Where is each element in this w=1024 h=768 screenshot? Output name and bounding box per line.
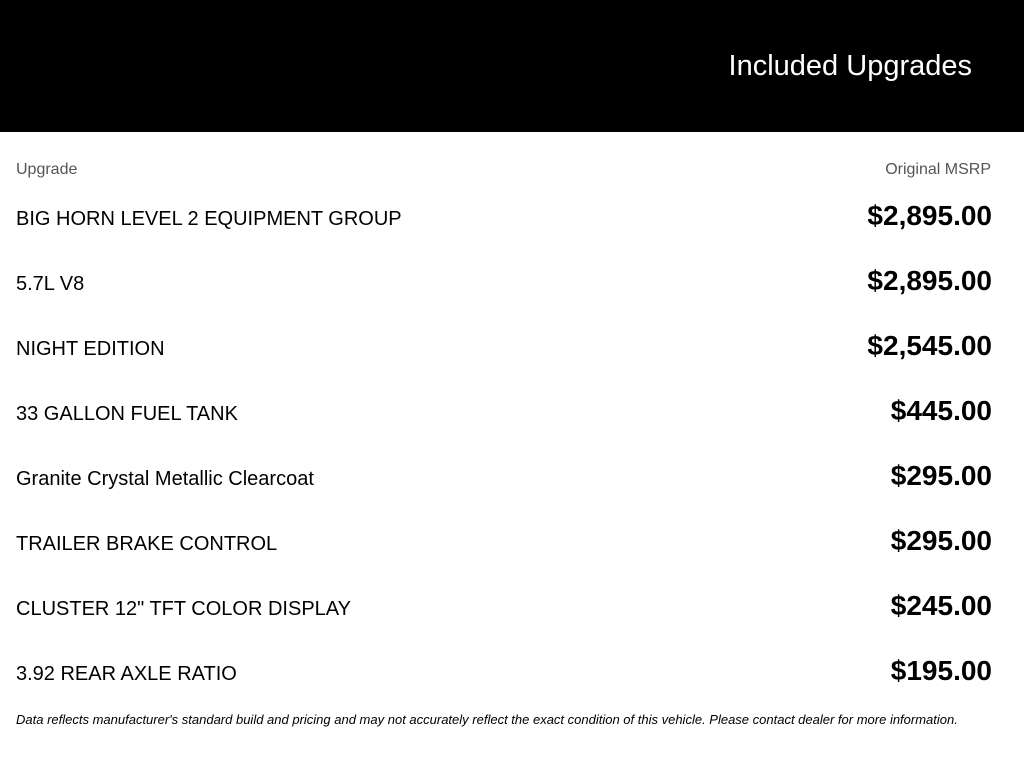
upgrade-price: $2,545.00 bbox=[867, 330, 992, 361]
upgrade-price: $2,895.00 bbox=[867, 200, 992, 231]
list-item bbox=[0, 445, 1024, 510]
upgrade-name: Granite Crystal Metallic Clearcoat bbox=[16, 468, 314, 490]
list-item bbox=[0, 575, 1024, 640]
list-item bbox=[0, 380, 1024, 445]
upgrade-price: $195.00 bbox=[890, 655, 992, 686]
upgrade-price: $445.00 bbox=[890, 395, 992, 426]
list-item bbox=[0, 510, 1024, 575]
upgrade-price: $295.00 bbox=[890, 525, 992, 556]
column-header-upgrade: Upgrade bbox=[16, 161, 78, 178]
upgrades-list bbox=[0, 185, 1024, 705]
column-header-original-msrp: Original MSRP bbox=[885, 161, 991, 178]
upgrade-name: 3.92 REAR AXLE RATIO bbox=[16, 663, 237, 685]
upgrade-name: NIGHT EDITION bbox=[16, 338, 165, 360]
upgrade-name: TRAILER BRAKE CONTROL bbox=[16, 533, 278, 555]
upgrade-name: CLUSTER 12" TFT COLOR DISPLAY bbox=[16, 598, 351, 620]
header-banner bbox=[0, 0, 1024, 132]
page-title: Included Upgrades bbox=[728, 50, 972, 82]
upgrade-name: 33 GALLON FUEL TANK bbox=[16, 403, 238, 425]
upgrade-price: $245.00 bbox=[890, 590, 992, 621]
upgrade-name: 5.7L V8 bbox=[16, 273, 85, 295]
list-item bbox=[0, 185, 1024, 250]
list-item bbox=[0, 250, 1024, 315]
list-item bbox=[0, 640, 1024, 705]
upgrade-price: $2,895.00 bbox=[867, 265, 992, 296]
upgrade-name: BIG HORN LEVEL 2 EQUIPMENT GROUP bbox=[16, 208, 402, 230]
disclaimer-text: Data reflects manufacturer's standard build and pricing and may not accurately reflect the exact condition of this vehicle. Please contact dealer for more information. bbox=[16, 712, 958, 727]
upgrade-price: $295.00 bbox=[890, 460, 992, 491]
list-item bbox=[0, 315, 1024, 380]
